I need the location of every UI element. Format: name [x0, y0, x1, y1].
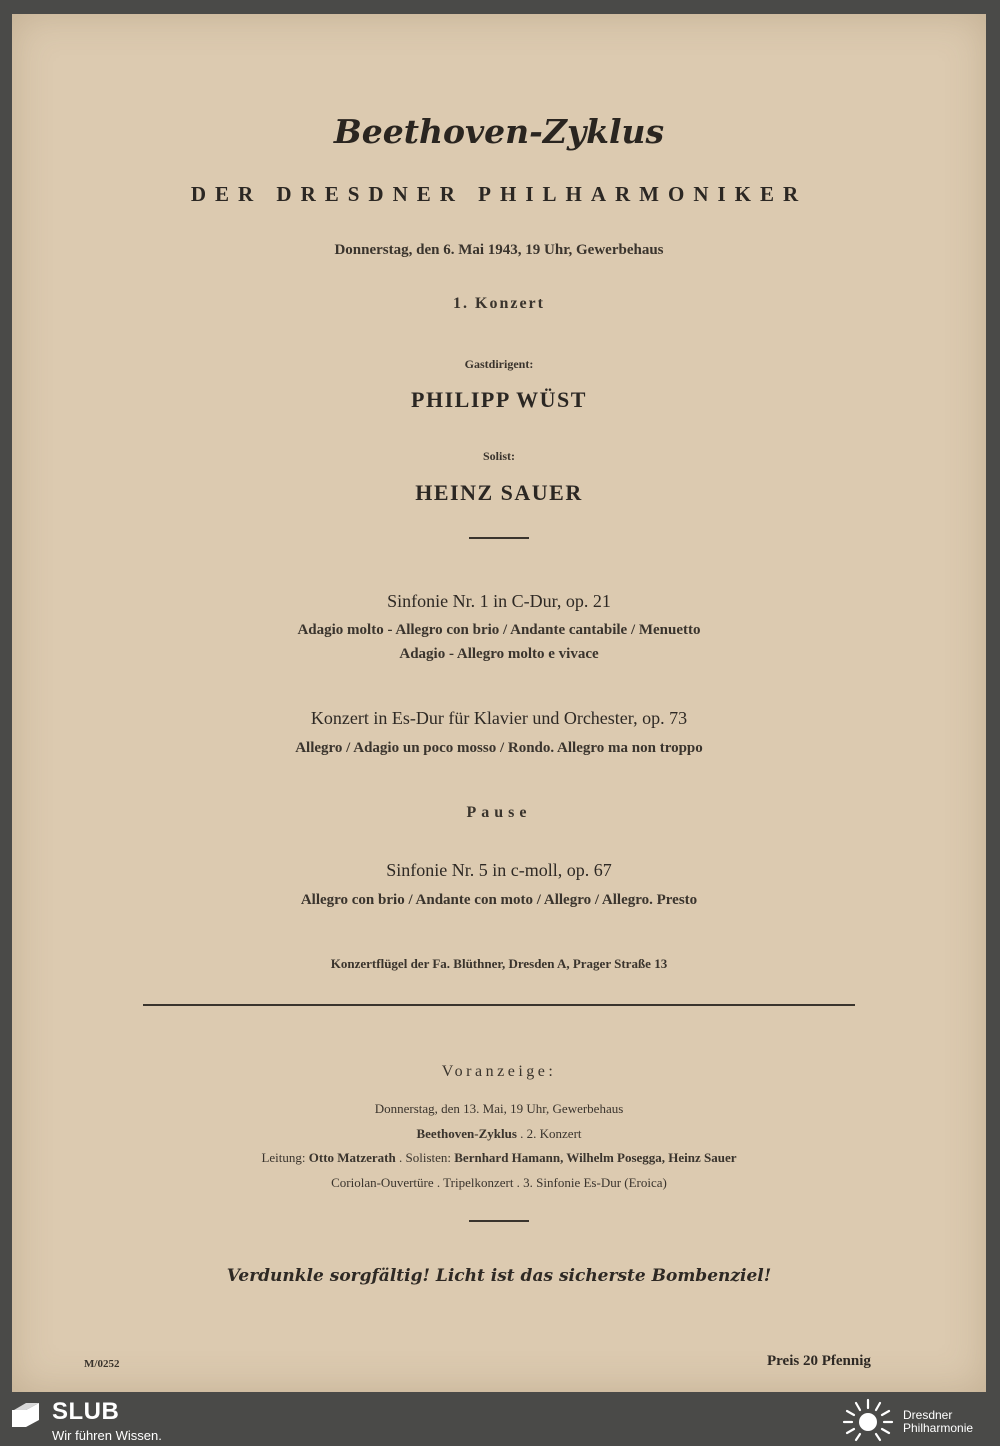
price-label: Preis 20 Pfennig: [767, 1353, 871, 1369]
divider-short: [469, 537, 529, 539]
preview-series-title: Beethoven-Zyklus: [416, 1126, 517, 1141]
blackout-slogan: Verdunkle sorgfältig! Licht ist das sicherste Bombenziel!: [226, 1266, 772, 1286]
footer-bar: [0, 1396, 1000, 1446]
pause-label: Pause: [466, 804, 532, 821]
partner-name: [903, 1409, 973, 1435]
slub-logo-icon: [12, 1402, 40, 1428]
preview-solisten-label: . Solisten:: [399, 1150, 452, 1165]
philharmonie-logo-icon: [842, 1398, 894, 1442]
work-movements: Allegro / Adagio un poco mosso / Rondo. Allegro ma non troppo: [295, 740, 703, 756]
concert-number: 1. Konzert: [453, 295, 545, 312]
preview-heading: Voranzeige:: [441, 1063, 557, 1080]
work-movements: Adagio molto - Allegro con brio / Andante cantabile / Menuetto: [297, 622, 701, 638]
soloist-label: Solist:: [482, 449, 515, 463]
library-name: SLUB: [52, 1398, 120, 1425]
soloist-name: HEINZ SAUER: [415, 480, 583, 505]
piano-note: Konzertflügel der Fa. Blüthner, Dresden A, Prager Straße 13: [330, 956, 668, 971]
catalog-code: M/0252: [84, 1358, 120, 1370]
preview-series: [12, 1126, 986, 1142]
preview-leitung-name: Otto Matzerath: [308, 1150, 396, 1165]
concert-date: Donnerstag, den 6. Mai 1943, 19 Uhr, Gewerbehaus: [334, 242, 664, 258]
library-tagline: Wir führen Wissen.: [52, 1428, 162, 1443]
preview-leitung-label: Leitung:: [261, 1150, 306, 1165]
preview-date: Donnerstag, den 13. Mai, 19 Uhr, Gewerbehaus: [374, 1101, 624, 1116]
program-sheet: [12, 14, 986, 1392]
preview-program: Coriolan-Ouvertüre . Tripelkonzert . 3. Sinfonie Es-Dur (Eroica): [331, 1175, 667, 1190]
divider-long: [143, 1004, 855, 1006]
work-movements: Adagio - Allegro molto e vivace: [399, 646, 599, 662]
program-title: Beethoven-Zyklus: [333, 112, 665, 151]
preview-performers: [12, 1150, 986, 1166]
partner-name-line2: Philharmonie: [903, 1421, 974, 1435]
divider-short: [469, 1220, 529, 1222]
work-movements: Allegro con brio / Andante con moto / Allegro / Allegro. Presto: [300, 892, 698, 908]
orchestra-name: DER DRESDNER PHILHARMONIKER: [190, 182, 808, 206]
work-title: Konzert in Es-Dur für Klavier und Orchester, op. 73: [310, 708, 688, 728]
work-title: Sinfonie Nr. 5 in c-moll, op. 67: [386, 860, 612, 880]
guest-conductor-label: Gastdirigent:: [464, 357, 534, 371]
preview-series-number: . 2. Konzert: [520, 1126, 582, 1141]
work-title: Sinfonie Nr. 1 in C-Dur, op. 21: [387, 591, 611, 611]
guest-conductor-name: PHILIPP WÜST: [411, 387, 587, 412]
preview-solisten-names: Bernhard Hamann, Wilhelm Posegga, Heinz Sauer: [454, 1150, 737, 1165]
partner-name-line1: Dresdner: [903, 1408, 953, 1422]
